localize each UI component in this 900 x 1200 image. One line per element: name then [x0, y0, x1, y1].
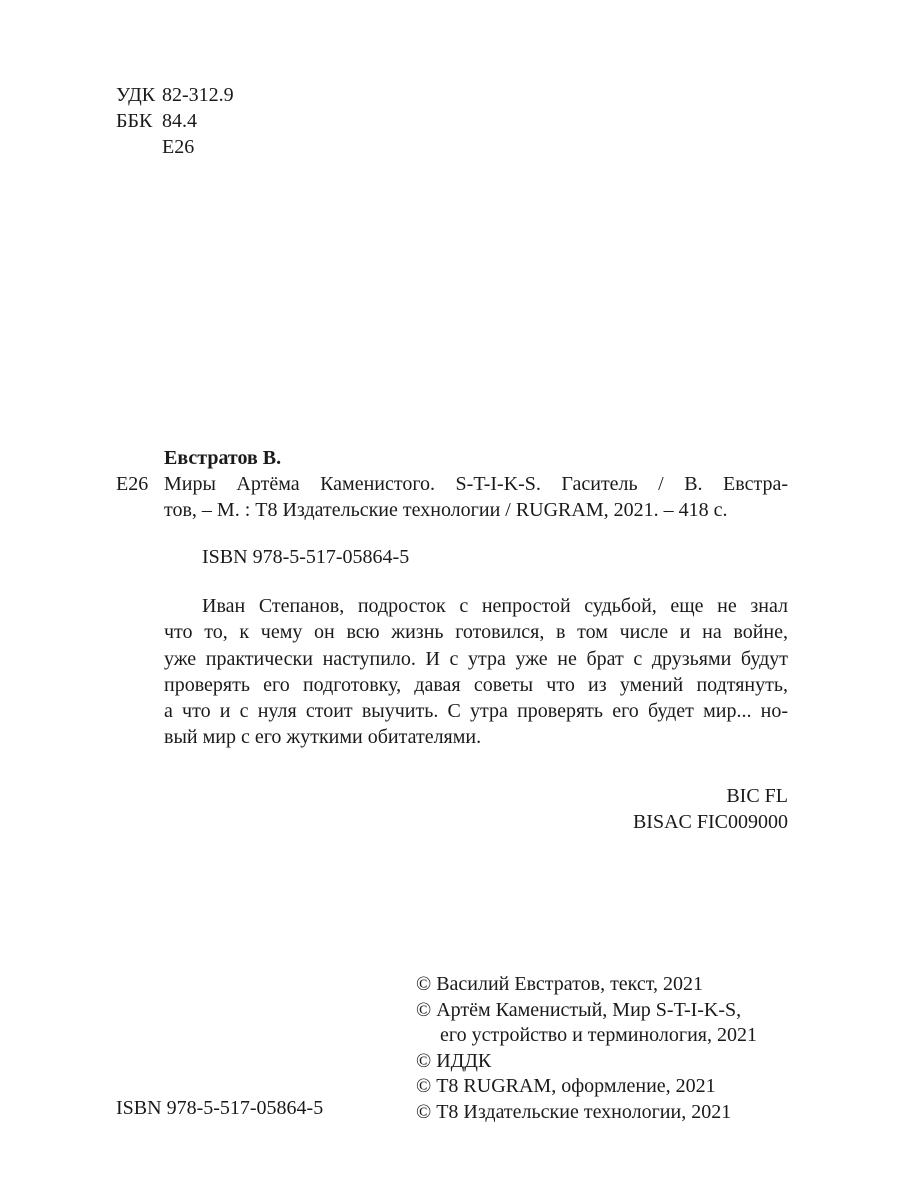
author-mark: Е26 — [162, 136, 195, 158]
bib-line: тов, – М. : Т8 Издательские технологии / RUGRAM, 2021. – 418 с. — [164, 499, 728, 521]
index-mark: Е26 — [116, 473, 149, 495]
bib-line: Миры Артёма Каменистого. S-T-I-K-S. Гаситель / В. Евстра- — [164, 473, 788, 495]
annotation — [164, 593, 788, 751]
annotation-line: а что и с нуля стоит выучить. С утра проверять его будет мир... но- — [164, 700, 788, 723]
copyright-line: © Т8 Издательские технологии, 2021 — [416, 1100, 732, 1123]
bic-code: BIC FL — [726, 785, 788, 807]
bbk-label: ББК — [116, 110, 153, 132]
annotation-line: вый мир с его жуткими обитателями. — [164, 726, 482, 749]
udk-row — [116, 82, 234, 108]
copyright-block — [416, 972, 757, 1126]
copyright-line: его устройство и терминология, 2021 — [440, 1024, 757, 1047]
copyright-line: © ИДДК — [416, 1049, 492, 1072]
classification-block — [116, 82, 234, 160]
bibliographic-description — [164, 471, 788, 523]
annotation-line: уже практически наступило. И с утра уже не брат с друзьями будут — [164, 647, 788, 670]
annotation-line: что то, к чему он всю жизнь готовился, в том числе и на войне, — [164, 621, 788, 644]
isbn-bottom: ISBN 978-5-517-05864-5 — [116, 1097, 324, 1119]
bisac-code: BISAC FIC009000 — [632, 811, 788, 833]
annotation-line: проверять его подготовку, давая советы что из умений подтянуть, — [164, 673, 788, 696]
bbk-value: 84.4 — [162, 110, 197, 132]
bbk-row — [116, 108, 234, 134]
isbn-entry: ISBN 978-5-517-05864-5 — [202, 546, 410, 568]
author-mark-row — [116, 134, 234, 160]
annotation-line: Иван Степанов, подросток с непростой судьбой, еще не знал — [202, 595, 788, 617]
copyright-line: © Т8 RUGRAM, оформление, 2021 — [416, 1075, 716, 1098]
book-author: Евстратов В. — [164, 447, 282, 469]
copyright-line: © Василий Евстратов, текст, 2021 — [416, 973, 704, 995]
udk-label: УДК — [116, 84, 156, 106]
udk-value: 82-312.9 — [162, 84, 234, 106]
copyright-line: © Артём Каменистый, Мир S-T-I-K-S, — [416, 998, 742, 1021]
subject-codes — [633, 783, 788, 835]
